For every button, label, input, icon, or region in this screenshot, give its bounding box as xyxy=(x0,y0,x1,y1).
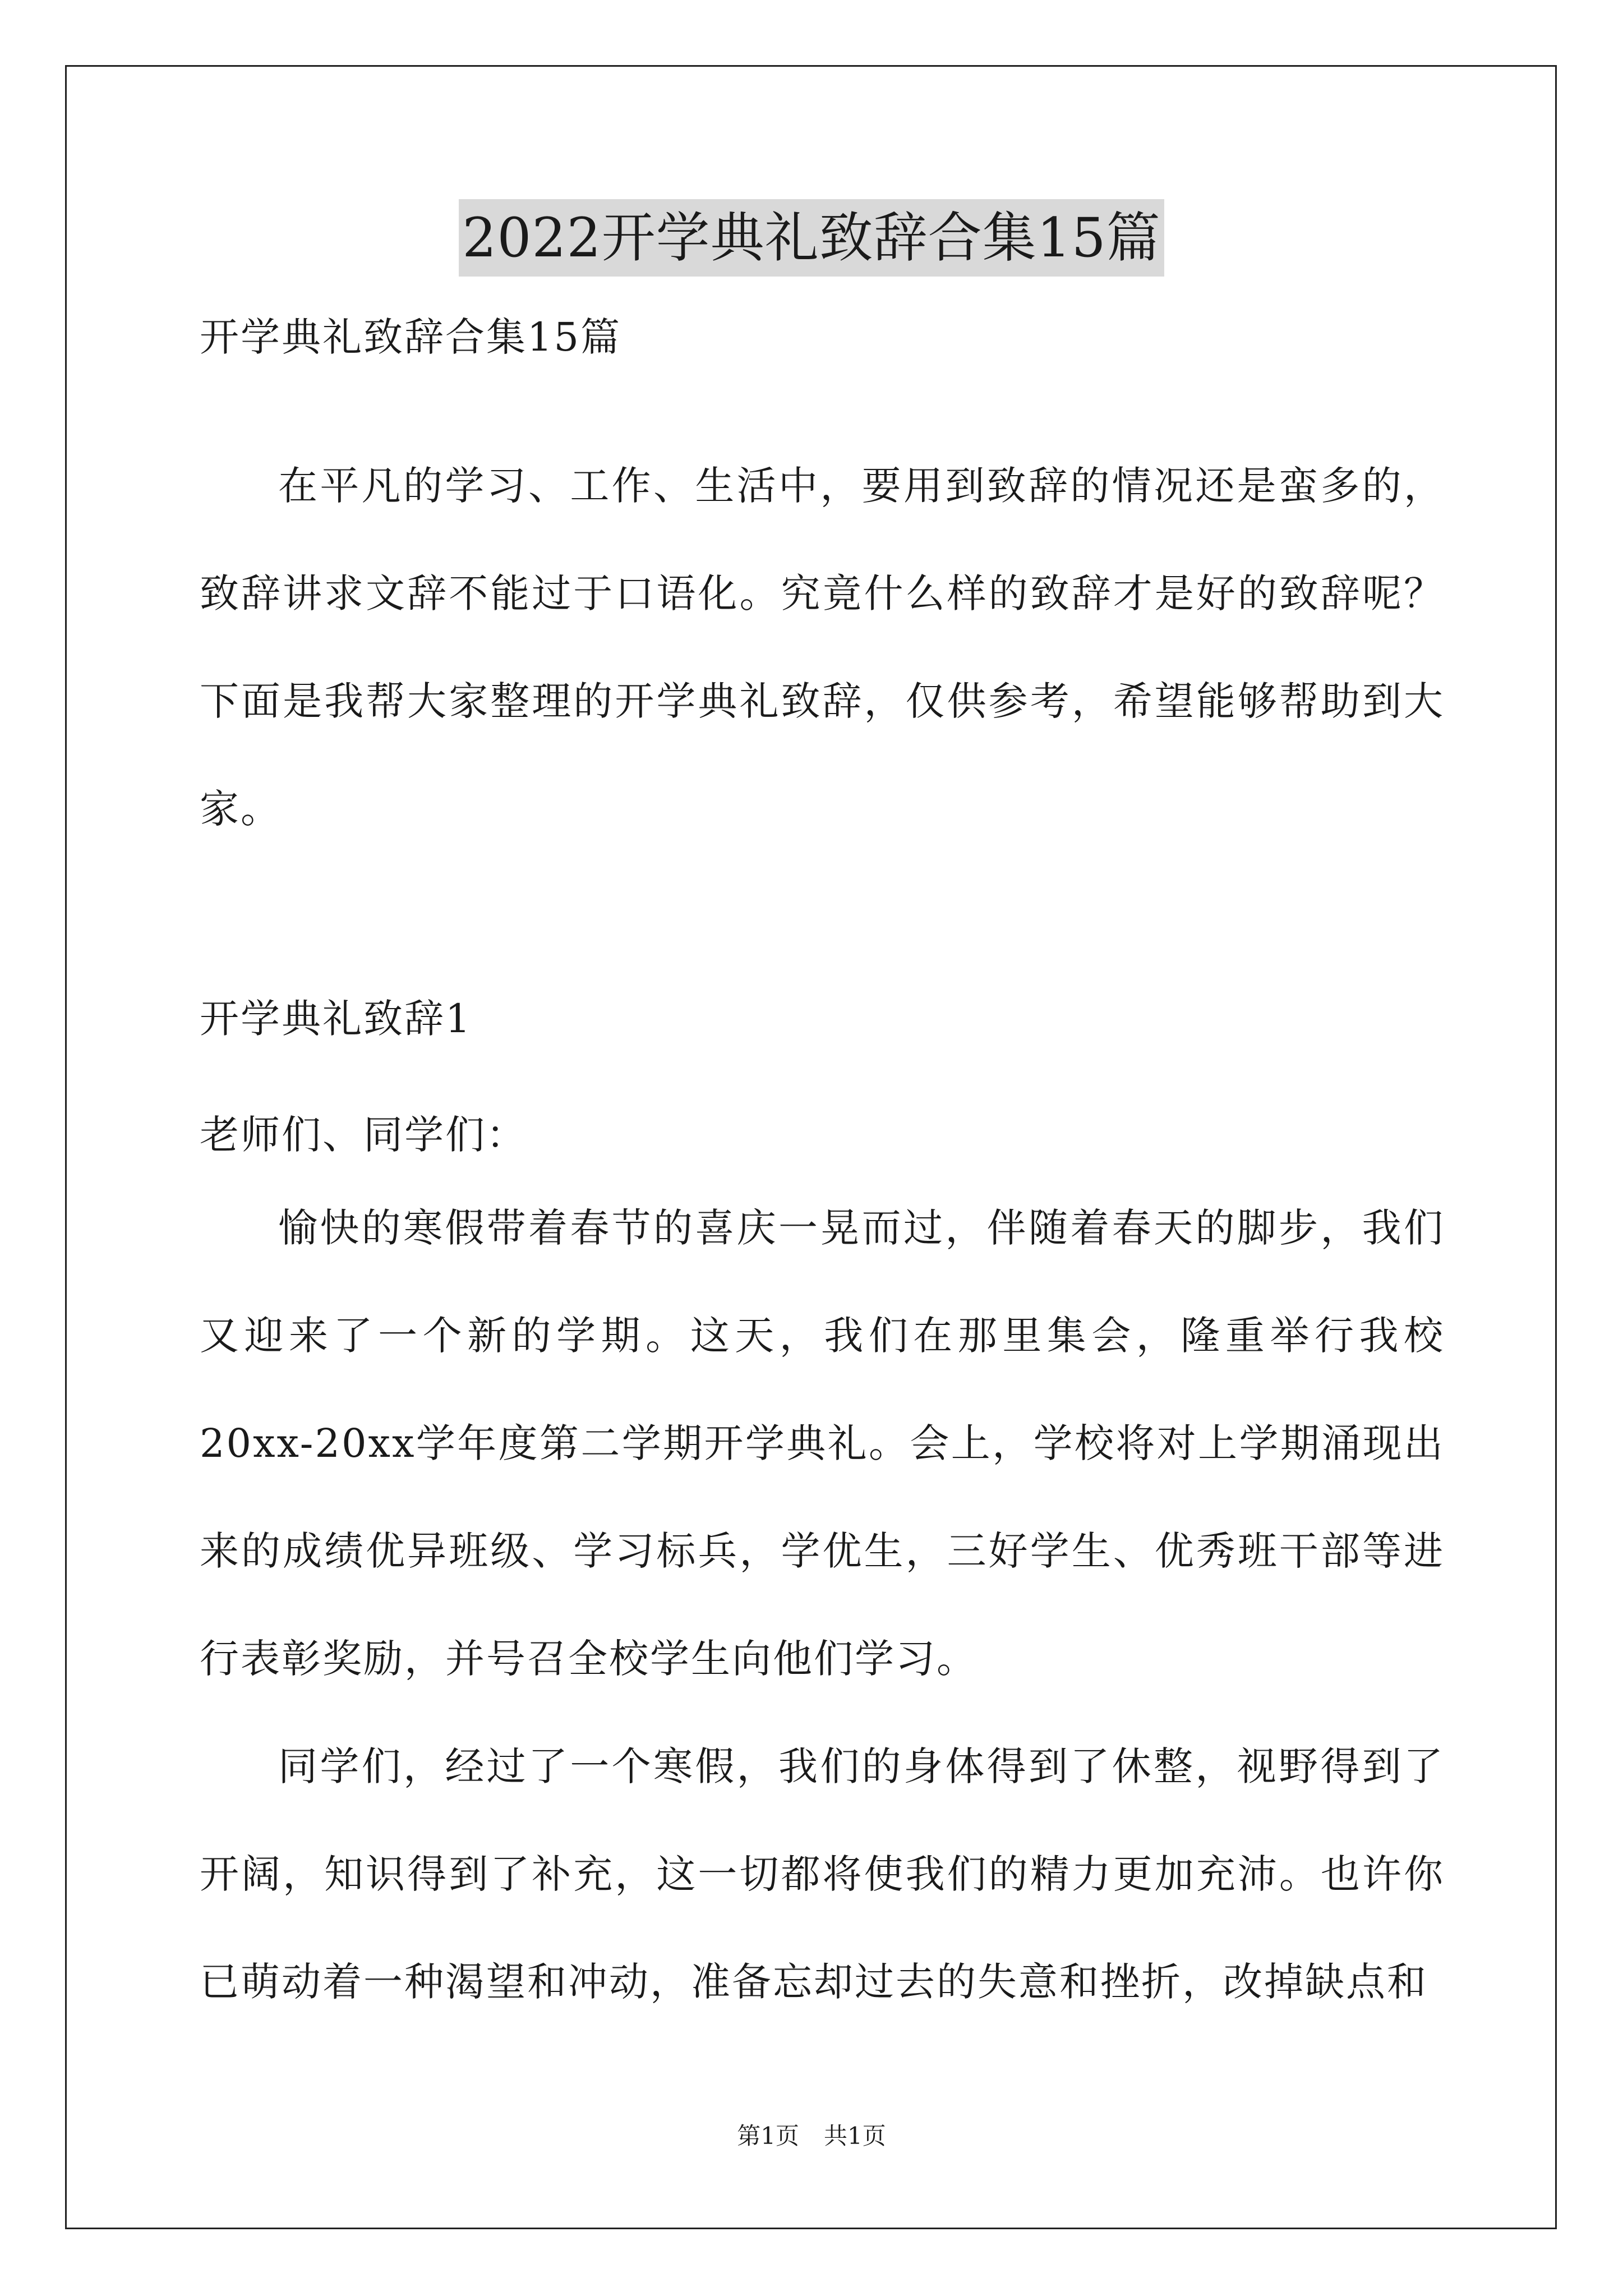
document-title: 2022开学典礼致辞合集15篇 xyxy=(459,199,1164,277)
page-number-current: 第1页 xyxy=(737,2122,799,2150)
body-paragraph-1: 愉快的寒假带着春节的喜庆一晃而过，伴随着春天的脚步，我们又迎来了一个新的学期。这天，我们在那里集会，隆重举行我校20xx-20xx学年度第二学期开学典礼。会上，学校将对上学期涌现出来的成绩优异班级、学习标兵，学优生，三好学生、优秀班干部等进行表彰奖励，并号召全校学生向他们学习。 xyxy=(200,1205,1445,1682)
page-footer xyxy=(0,2120,1623,2152)
title-container xyxy=(0,199,1623,277)
section-heading: 开学典礼致辞1 xyxy=(200,996,472,1042)
page-number-total: 共1页 xyxy=(824,2122,886,2150)
body-paragraph-2: 同学们，经过了一个寒假，我们的身体得到了休整，视野得到了开阔，知识得到了补充，这一切都将使我们的精力更加充沛。也许你已萌动着一种渴望和冲动，准备忘却过去的失意和挫折，改掉缺点和 xyxy=(200,1743,1445,2005)
salutation: 老师们、同学们： xyxy=(200,1112,527,1158)
intro-paragraph: 在平凡的学习、工作、生活中，要用到致辞的情况还是蛮多的，致辞讲求文辞不能过于口语化。究竟什么样的致辞才是好的致辞呢？下面是我帮大家整理的开学典礼致辞，仅供参考，希望能够帮助到大家。 xyxy=(200,463,1445,832)
document-subtitle: 开学典礼致辞合集15篇 xyxy=(200,314,622,360)
